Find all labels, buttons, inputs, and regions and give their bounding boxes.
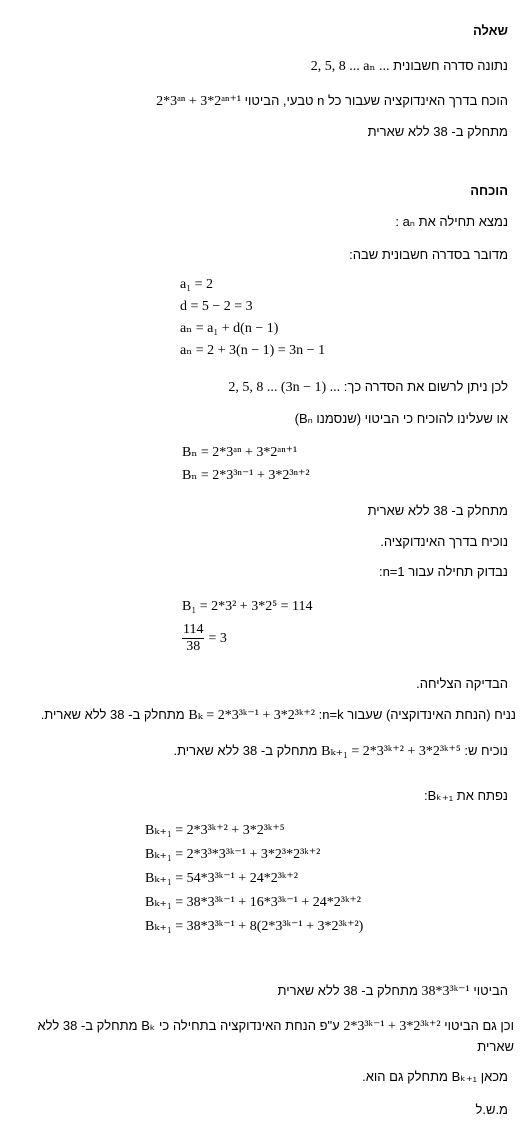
check-line: נבדוק תחילה עבור n=1: bbox=[378, 564, 508, 579]
also-line bbox=[9, 1016, 514, 1057]
eq-b1: B₁ = 2*3² + 3*2⁵ = 114 bbox=[182, 599, 313, 614]
expr-line bbox=[277, 982, 508, 1000]
eq-step-3: Bₖ₊₁ = 54*3³ᵏ⁻¹ + 24*2³ᵏ⁺² bbox=[145, 871, 298, 886]
expand-line: נפתח את Bₖ₊₁: bbox=[424, 788, 508, 803]
expr-post: מתחלק ב- 38 ללא שארית bbox=[277, 983, 418, 998]
question-heading: שאלה bbox=[472, 23, 508, 38]
fraction-result: = 3 bbox=[208, 630, 227, 646]
eq-an-value: aₙ = 2 + 3(n − 1) = 3n − 1 bbox=[180, 343, 326, 358]
assume-line bbox=[41, 706, 516, 724]
given-line bbox=[311, 57, 508, 75]
success-line: הבדיקה הצליחה. bbox=[416, 676, 508, 691]
eq-bn1: Bₙ = 2*3ᵃⁿ + 3*2ᵃⁿ⁺¹ bbox=[182, 445, 298, 460]
fraction-numerator: 114 bbox=[183, 622, 204, 637]
expr-pre: הביטוי bbox=[473, 983, 508, 998]
rewrite-math: 2, 5, 8 ... (3n − 1) ... bbox=[228, 380, 341, 395]
eq-a1: a₁ = 2 bbox=[180, 277, 213, 292]
given-math: 2, 5, 8 ... aₙ ... bbox=[310, 59, 390, 74]
fraction-check bbox=[182, 622, 227, 655]
prove-k1-line bbox=[173, 742, 508, 760]
eq-an-general: aₙ = a₁ + d(n − 1) bbox=[180, 321, 279, 336]
proof-heading: הוכחה bbox=[470, 183, 508, 198]
assume-post: מתחלק ב- 38 ללא שארית. bbox=[40, 707, 185, 722]
also-pre: וכן גם הביטוי bbox=[444, 1018, 514, 1033]
induction-line: נוכיח בדרך האינדוקציה. bbox=[380, 534, 508, 549]
conclusion-line: מכאן Bₖ₊₁ מתחלק גם הוא. bbox=[362, 1069, 508, 1084]
expr-math: 38*3³ᵏ⁻¹ bbox=[421, 984, 470, 999]
assume-pre: נניח (הנחת האינדוקציה) שעבור n=k: bbox=[318, 707, 516, 722]
prove-k1-math: Bₖ₊₁ = 2*3³ᵏ⁺² + 3*2³ᵏ⁺⁵ bbox=[321, 744, 461, 759]
rewrite-line bbox=[228, 378, 508, 396]
find-an-line: נמצא תחילה את aₙ : bbox=[395, 214, 508, 229]
also-math: 2*3³ᵏ⁻¹ + 3*2³ᵏ⁺² bbox=[343, 1019, 441, 1034]
prove-text: הוכח בדרך האינדוקציה שעבור כל n טבעי, הביטוי bbox=[244, 93, 508, 108]
eq-step-5: Bₖ₊₁ = 38*3³ᵏ⁻¹ + 8(2*3³ᵏ⁻¹ + 3*2³ᵏ⁺²) bbox=[145, 919, 364, 934]
need-line: או שעלינו להוכיח כי הביטוי (שנסמנו Bₙ) bbox=[294, 411, 508, 426]
assume-math: Bₖ = 2*3³ᵏ⁻¹ + 3*2³ᵏ⁺² bbox=[188, 708, 315, 723]
divisible-line: מתחלק ב- 38 ללא שארית bbox=[367, 124, 508, 139]
rewrite-text: לכן ניתן לרשום את הסדרה כך: bbox=[343, 379, 508, 394]
fraction-denominator: 38 bbox=[186, 639, 201, 654]
prove-line bbox=[156, 92, 508, 110]
prove-math: 2*3ᵃⁿ + 3*2ᵃⁿ⁺¹ bbox=[156, 94, 242, 109]
prove-pre: נוכיח ש: bbox=[464, 743, 508, 758]
also-post: ע"פ הנחת האינדוקציה בתחילה כי Bₖ מתחלק ב- 38 ללא שארית bbox=[37, 1018, 514, 1054]
qed-line: מ.ש.ל bbox=[475, 1102, 508, 1117]
eq-step-2: Bₖ₊₁ = 2*3³*3³ᵏ⁻¹ + 3*2³*2³ᵏ⁺² bbox=[145, 847, 321, 862]
eq-step-4: Bₖ₊₁ = 38*3³ᵏ⁻¹ + 16*3³ᵏ⁻¹ + 24*2³ᵏ⁺² bbox=[145, 895, 362, 910]
fraction bbox=[182, 622, 204, 655]
prove-post: מתחלק ב- 38 ללא שארית. bbox=[173, 743, 318, 758]
given-text: נתונה סדרה חשבונית bbox=[393, 58, 508, 73]
eq-bn2: Bₙ = 2*3³ⁿ⁻¹ + 3*2³ⁿ⁺² bbox=[182, 468, 310, 483]
eq-d: d = 5 − 2 = 3 bbox=[180, 299, 253, 314]
eq-step-1: Bₖ₊₁ = 2*3³ᵏ⁺² + 3*2³ᵏ⁺⁵ bbox=[145, 823, 285, 838]
arith-line: מדובר בסדרה חשבונית שבה: bbox=[349, 247, 508, 262]
divisible-line-2: מתחלק ב- 38 ללא שארית bbox=[367, 503, 508, 518]
